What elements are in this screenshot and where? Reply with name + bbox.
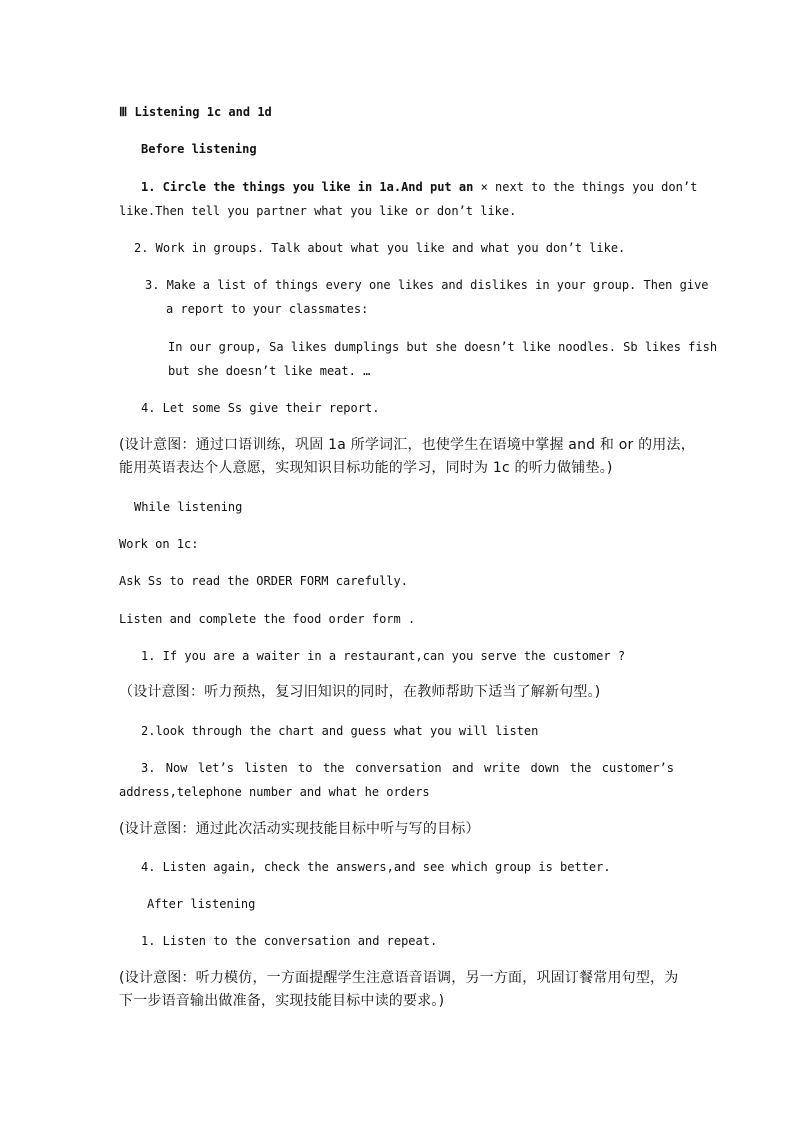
example-line-2: but she doesn’t like meat. … (168, 364, 371, 378)
while-item-1: 1. If you are a waiter in a restaurant,can you serve the customer ? (141, 649, 626, 663)
while-item-4: 4. Listen again, check the answers,and see which group is better. (141, 860, 611, 874)
before-step-3-line-2: a report to your classmates: (166, 302, 369, 316)
before-step-3-line-1: 3. Make a list of things every one likes and dislikes in your group. Then give (145, 278, 709, 292)
before-step-1-rest: × next to the things you don’t (473, 180, 698, 194)
section-title: Ⅲ Listening 1c and 1d (119, 105, 272, 119)
example-line-1: In our group, Sa likes dumplings but she doesn’t like noodles. Sb likes fish (168, 340, 718, 354)
after-item-1: 1. Listen to the conversation and repeat. (141, 934, 438, 948)
ask-ss-line: Ask Ss to read the ORDER FORM carefully. (119, 574, 408, 588)
design-note-4-line-2: 下一步语音输出做准备，实现技能目标中读的要求。) (119, 993, 445, 1009)
design-note-3: (设计意图：通过此次活动实现技能目标中听与写的目标） (119, 821, 480, 837)
while-item-3-line-2: address,telephone number and what he orders (119, 785, 430, 799)
while-listening-heading: While listening (134, 500, 243, 514)
design-note-1-line-1: (设计意图：通过口语训练，巩固 1a 所学词汇，也使学生在语境中掌握 and 和 or 的用法， (119, 437, 695, 453)
while-item-3-line-1: 3. Now let’s listen to the conversation and write down the customer’s (141, 761, 674, 775)
while-item-2: 2.look through the chart and guess what you will listen (141, 724, 539, 738)
before-step-1-bold: 1. Circle the things you like in 1a.And put an (141, 180, 474, 194)
after-listening-heading: After listening (147, 897, 256, 911)
before-listening-heading: Before listening (141, 142, 257, 156)
before-step-2: 2. Work in groups. Talk about what you like and what you don’t like. (134, 241, 626, 255)
design-note-2: （设计意图：听力预热，复习旧知识的同时，在教师帮助下适当了解新句型。) (119, 684, 601, 700)
design-note-1-line-2: 能用英语表达个人意愿，实现知识目标功能的学习，同时为 1c 的听力做铺垫。) (119, 460, 613, 476)
before-step-4: 4. Let some Ss give their report. (141, 401, 380, 415)
design-note-4-line-1: (设计意图：听力模仿，一方面提醒学生注意语音语调，另一方面，巩固订餐常用句型，为 (119, 970, 679, 986)
before-step-1-continued: like.Then tell you partner what you like or don’t like. (119, 204, 517, 218)
before-step-1 (141, 179, 697, 195)
work-on-1c: Work on 1c: (119, 537, 199, 551)
listen-complete-line: Listen and complete the food order form . (119, 612, 416, 626)
